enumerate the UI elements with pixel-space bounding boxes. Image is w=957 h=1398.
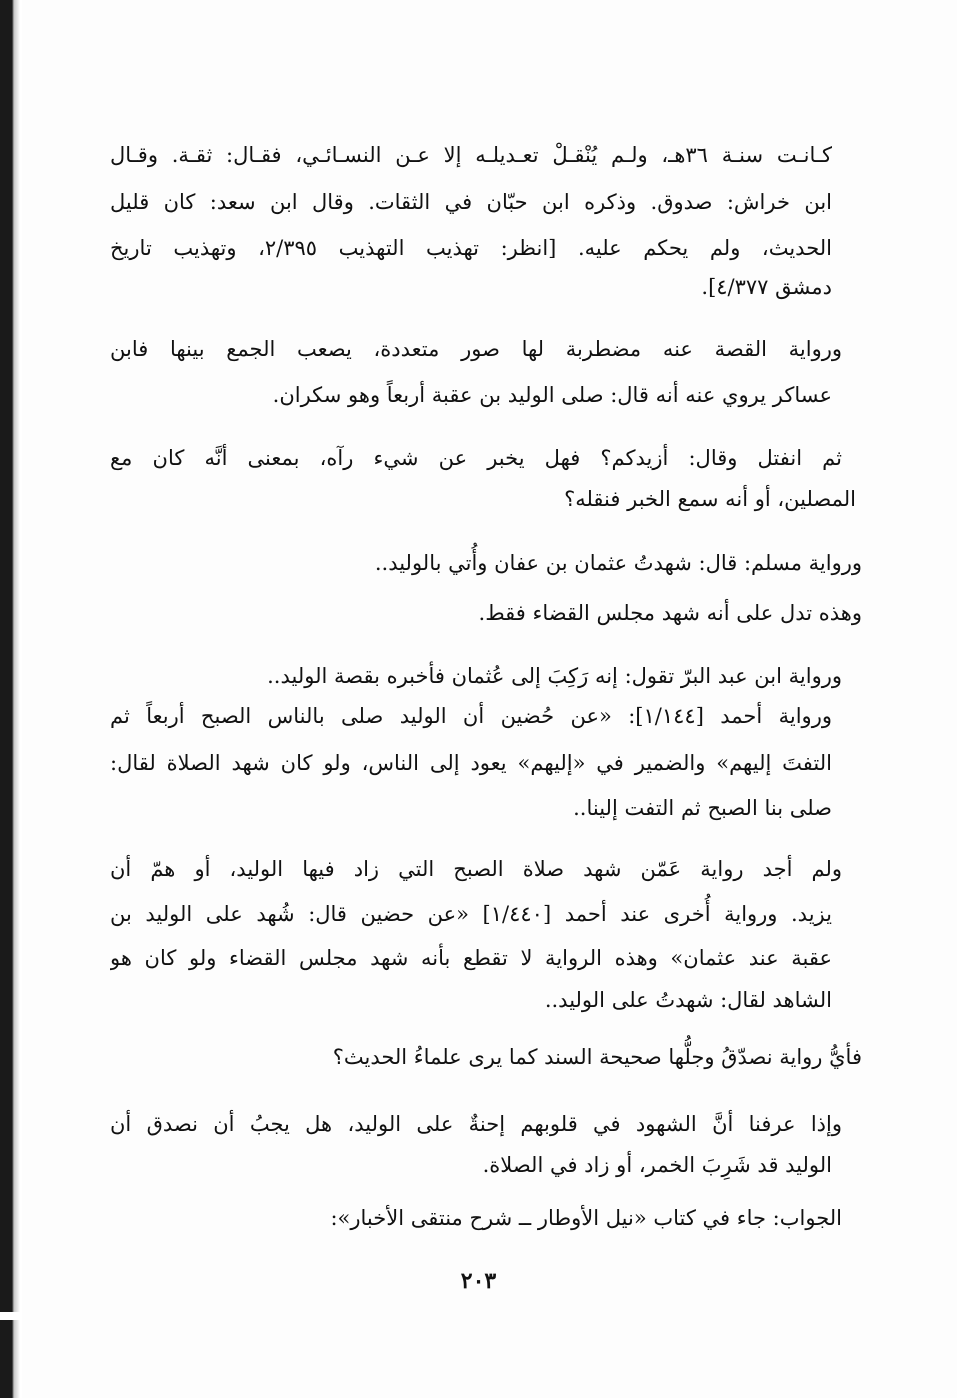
text-line: ورواية مسلم: قال: شهدتُ عثمان بن عفان وأُتي بالوليد.. (374, 551, 862, 575)
text-line: عساكر يروي عنه أنه قال: صلى الوليد بن عقبة أربعاً وهو سكران. (272, 383, 832, 407)
text-line: ورواية القصة عنه مضطربة لها صور متعددة، يصعب الجمع بينها فابن (110, 337, 842, 361)
text-line: صلى بنا الصبح ثم التفت إلينا.. (573, 796, 832, 820)
text-line: المصلين، أو أنه سمع الخبر فنقله؟ (564, 487, 856, 511)
text-line: كـانـت سنـة ٣٦هـ، ولـم يُنْقـلْ تعـديلـه إلا عـن النسـائـي، فقـال: ثقـة. وقـال (110, 143, 832, 167)
text-line: الجواب: جاء في كتاب «نيل الأوطار ــ شرح منتقى الأخبار»: (330, 1206, 842, 1230)
text-line: ثم انفتل وقال: أزيدكم؟ فهل يخبر عن شيء رآه، بمعنى أنَّه كان مع (110, 446, 842, 470)
scan-edge-gap (0, 1312, 20, 1320)
text-line: الوليد قد شَرِبَ الخمر، أو زاد في الصلاة. (482, 1153, 832, 1177)
text-line: وإذا عرفنا أنَّ الشهود في قلوبهم إحنةٌ على الوليد، هل يجبُ أن نصدق أن (110, 1112, 842, 1136)
text-line: الشاهد لقال: شهدتُ على الوليد.. (544, 988, 832, 1012)
text-line: الحديث، ولم يحكم عليه. [انظر: تهذيب التهذيب ٢/٣٩٥، وتهذيب تاريخ (110, 236, 832, 260)
scan-binding-edge (0, 0, 22, 1398)
text-line: يزيد. ورواية أُخرى عند أحمد [١/٤٤٠] «عن حضين قال: شُهد على الوليد بن (110, 902, 832, 926)
text-line: دمشق ٤/٣٧٧]. (701, 275, 832, 299)
text-line: عقبة عند عثمان» وهذه الرواية لا تقطع بأنه شهد مجلس القضاء ولو كان هو (110, 946, 832, 970)
text-line: ابن خراش: صدوق. وذكره ابن حبّان في الثقات. وقال ابن سعد: كان قليل (110, 190, 832, 214)
text-line: ورواية ابن عبد البرّ تقول: إنه رَكِبَ إلى عُثمان فأخبره بقصة الوليد.. (267, 664, 842, 688)
text-line: فأيُّ رواية نصدّقُ وجلُّها صحيحة السند كما يرى علماءُ الحديث؟ (332, 1045, 862, 1069)
page-number: ٢٠٣ (460, 1268, 497, 1294)
text-line: ورواية أحمد [١/١٤٤]: «عن حُضين أن الوليد صلى بالناس الصبح أربعاً ثم (110, 704, 832, 728)
text-line: التفتَ إليهم» والضمير في «إليهم» يعود إلى الناس، ولو كان شهد الصلاة لقال: (110, 751, 832, 775)
text-line: وهذه تدل على أنه شهد مجلس القضاء فقط. (478, 601, 862, 625)
text-line: ولم أجد رواية عَمّن شهد صلاة الصبح التي زاد فيها الوليد، أو همّ أن (110, 857, 842, 881)
